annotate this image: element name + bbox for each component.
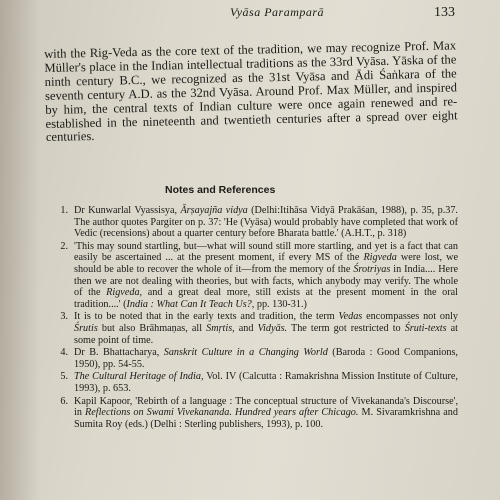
note-segment: Kapil Kapoor, 'Rebirth of a language : The conceptual structure of Vivekananda's Discourse', in — [74, 395, 458, 419]
note-segment: at some point of time. — [74, 322, 458, 346]
note-segment: M. Sivaramkrishna and Sumita Roy (eds.) (Delhi : Sterling publishers, 1993), p. 100. — [74, 407, 458, 430]
note-number: 2. — [60, 240, 68, 252]
note-item — [52, 311, 458, 346]
note-number: 6. — [60, 395, 68, 407]
note-italic-segment: Rigveda — [363, 252, 397, 264]
note-segment: encompasses not only — [362, 311, 458, 323]
note-text — [74, 205, 458, 240]
note-segment: and a great deal more, still exists at the present moment in the oral tradition....' ( — [74, 287, 458, 310]
page-number: 133 — [434, 5, 455, 20]
note-segment: Dr B. Bhattacharya, — [74, 347, 164, 359]
note-item — [52, 205, 458, 240]
note-italic-segment: The Cultural Heritage of India, — [74, 371, 204, 383]
note-segment: were lost, we should be able to recover the whole of it—from the memory of the — [74, 252, 458, 275]
note-text — [74, 371, 458, 394]
note-segment: Dr Kunwarlal Vyassisya, — [74, 205, 181, 216]
note-segment: The term got restricted to — [287, 322, 405, 334]
note-number: 1. — [60, 205, 68, 216]
notes-list — [52, 205, 458, 431]
note-segment: Vol. IV (Calcutta : Ramakrishna Mission Institute of Culture, 1993), p. 653. — [74, 371, 458, 394]
note-italic-segment: Śruti-texts — [404, 322, 447, 334]
notes-heading: Notes and References — [165, 184, 276, 196]
note-segment: (Delhi:Itihāsa Vidyā Prakāśan, 1988), p. 35, p.37. The author quotes Pargiter on p. 37: 'He (Vyāsa) would probably have completed that work of Vedic (recensions) about a quarter century before Bharata battle.' (A.H.T., p. 318) — [74, 205, 458, 240]
note-segment: and — [234, 322, 258, 334]
note-italic-segment: Ārṣayajña vidya — [180, 205, 248, 216]
note-text — [74, 241, 458, 311]
note-italic-segment: Śrutis — [74, 322, 98, 334]
page-header — [0, 3, 500, 25]
note-item — [52, 371, 458, 394]
body-text — [44, 39, 458, 145]
page-gutter-shadow — [0, 0, 40, 500]
note-segment: , pp. 130-31.) — [251, 298, 307, 310]
running-head: Vyāsa Paramparā — [230, 5, 325, 19]
note-italic-segment: Vidyās. — [257, 322, 288, 334]
note-italic-segment: Smṛtis, — [206, 322, 235, 334]
note-italic-segment: Śrotriyas — [353, 263, 391, 275]
note-text — [74, 311, 458, 346]
note-text — [74, 396, 458, 431]
note-segment: 'This may sound startling, but—what will sound still more startling, and yet is a fact that can easily be ascertained ... at the present moment, if every MS of the — [74, 240, 458, 264]
note-italic-segment: Reflections on Swami Vivekananda. Hundred years after Chicago. — [85, 407, 359, 419]
note-segment: in India.... Here then we are not dealing with theories, but with facts, which anybody may verify. The whole of the — [74, 263, 458, 299]
note-item — [52, 396, 458, 431]
note-segment: (Baroda : Good Companions, 1950), pp. 54-55. — [74, 347, 458, 370]
note-number: 5. — [60, 371, 68, 383]
note-italic-segment: India : What Can It Teach Us? — [126, 298, 252, 310]
note-italic-segment: Vedas — [338, 311, 363, 323]
body-paragraph: with the Rig-Veda as the core text of the tradition, we may recognize Prof. Max Müller's place in the Indian intellectual traditions as the 33rd Vyāsa. Yāska of the ninth century B.C., we recognized as the 31st Vyāsa and Ādi Śaṅkara of the seventh century A.D. as the 32nd Vyāsa. Around Prof. Max Müller, and inspired by him, the central texts of Indian culture were once again renewed and re-established in the nineteenth and twentieth centuries after a spread over eight centuries. — [43, 38, 458, 145]
note-segment: It is to be noted that in the early texts and tradition, the term — [74, 311, 339, 323]
note-number: 4. — [60, 347, 68, 359]
note-segment: but also Brāhmaṇas, all — [97, 322, 207, 334]
note-italic-segment: Rigveda, — [106, 287, 143, 299]
note-italic-segment: Sanskrit Culture in a Changing World — [163, 347, 328, 359]
note-item — [52, 347, 458, 370]
note-text — [74, 347, 458, 370]
note-number: 3. — [60, 311, 68, 323]
note-item — [52, 241, 458, 311]
